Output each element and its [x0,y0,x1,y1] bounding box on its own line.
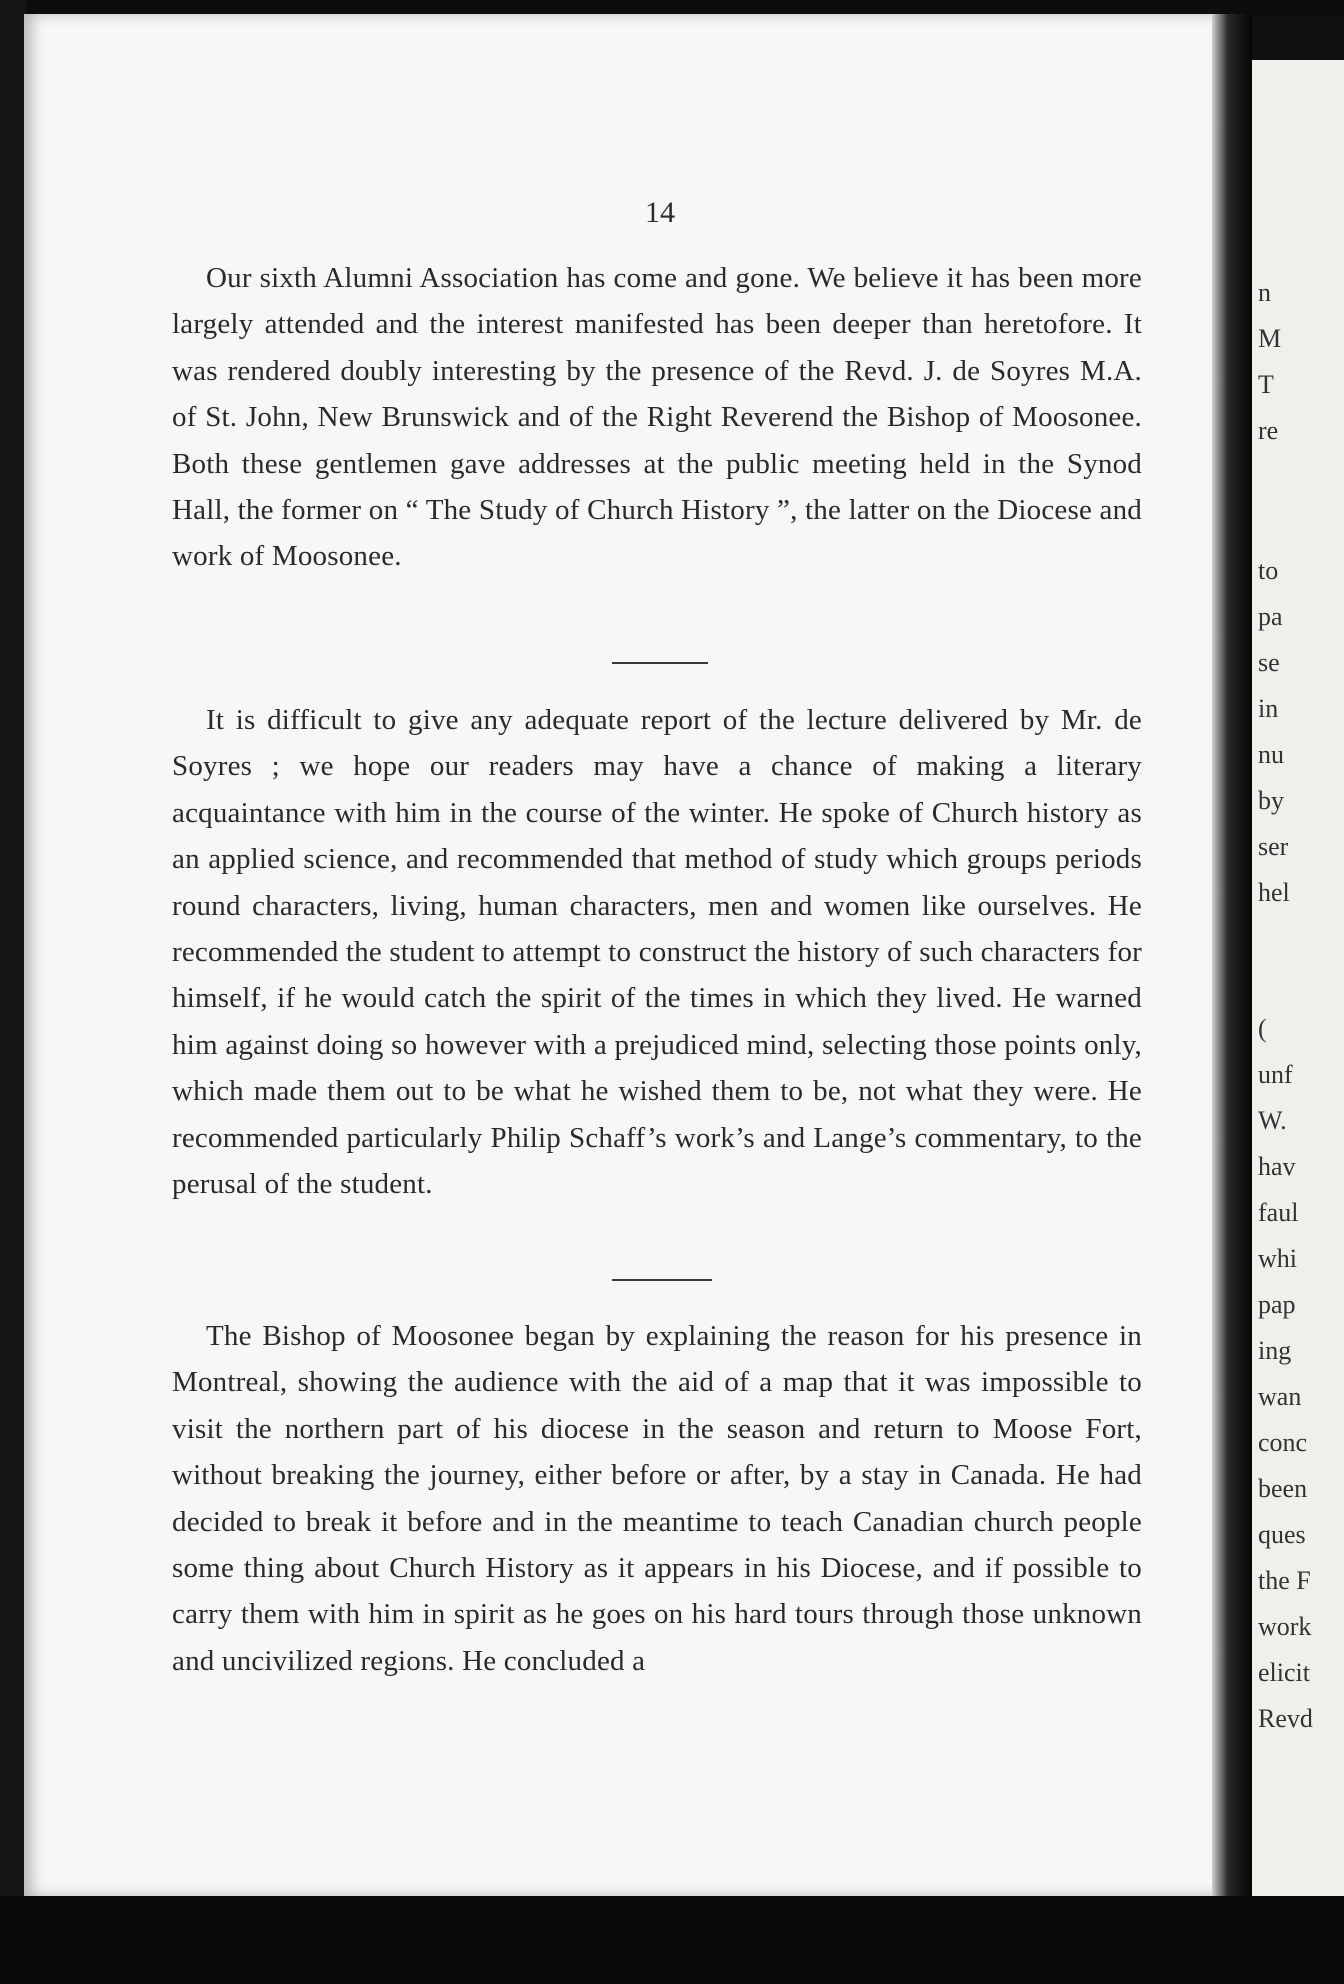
facing-page-fragment: hel [1258,878,1290,907]
facing-page-fragment: elicit [1258,1658,1310,1687]
section-divider [612,662,708,664]
facing-page-fragment: n [1258,278,1271,307]
section-divider [612,1279,712,1281]
page-number: 14 [645,196,675,229]
facing-page-fragment: faul [1258,1198,1299,1227]
facing-page-fragment: ser [1258,832,1289,861]
facing-page-fragment: whi [1258,1244,1297,1273]
facing-page-fragment: to [1258,556,1279,585]
facing-page-fragment: ques [1258,1520,1306,1549]
facing-page-fragment: T [1258,370,1274,399]
facing-page-fragment: W. [1258,1106,1287,1135]
facing-page-fragment: in [1258,694,1279,723]
facing-page-fragment: conc [1258,1428,1308,1457]
facing-page-fragment: wan [1258,1382,1302,1411]
facing-page-fragment: re [1258,416,1279,445]
facing-page-fragment: by [1258,786,1284,815]
paragraph-alumni-association: Our sixth Alumni Association has come and gone. We believe it has been more largely attended and the interest manifested has been deeper than heretofore. It was rendered doubly interesting by the presence of the Revd. J. de Soyres M.A. of St. John, New Brunswick and of the Right Reverend the Bishop of Moosonee. Both these gentlemen gave addresses at the public meeting held in the Synod Hall, the former on “ The Study of Church History ”, the latter on the Diocese and work of Moosonee. [172,262,1142,573]
facing-page-fragment: ( [1258,1014,1267,1043]
facing-page-fragment: work [1258,1612,1312,1641]
book-gutter [1212,14,1252,1896]
scan-bottom-border [0,1896,1344,1984]
facing-page-fragment: Revd [1258,1704,1313,1733]
facing-page-fragment: se [1258,648,1280,677]
facing-page-fragment: the F [1258,1566,1311,1595]
facing-page-fragment: hav [1258,1152,1296,1181]
facing-page-fragment: pa [1258,602,1283,631]
facing-page-fragment: M [1258,324,1282,353]
facing-page-fragment: unf [1258,1060,1293,1089]
paragraph-lecture-report: It is difficult to give any adequate report of the lecture delivered by Mr. de Soyres ; we hope our readers may have a chance of making a literary acquaintance with him in the course of the winter. He spoke of Church history as an applied science, and recommended that method of study which groups periods round characters, living, human characters, men and women like ourselves. He recommended the student to attempt to construct the history of such characters for himself, if he would catch the spirit of the times in which they lived. He warned him against doing so however with a prejudiced mind, selecting those points only, which made them out to be what he wished them to be, not what they were. He recommended particularly Philip Schaff’s work’s and Lange’s commentary, to the perusal of the student. [172,704,1142,1201]
facing-page-fragment: been [1258,1474,1308,1503]
scan-left-border [0,0,26,1984]
facing-page-fragment: ing [1258,1336,1292,1365]
paragraph-bishop-moosonee: The Bishop of Moosonee began by explaining the reason for his presence in Montreal, showing the audience with the aid of a map that it was impossible to visit the northern part of his diocese in the season and return to Moose Fort, without breaking the journey, either before or after, by a stay in Canada. He had decided to break it before and in the meantime to teach Canadian church people some thing about Church History as it appears in his Diocese, and if possible to carry them with him in spirit as he goes on his hard tours through those unknown and uncivilized regions. He concluded a [172,1320,1142,1677]
facing-page-fragment: nu [1258,740,1284,769]
facing-page [1252,60,1344,1896]
facing-page-fragment: pap [1258,1290,1296,1319]
